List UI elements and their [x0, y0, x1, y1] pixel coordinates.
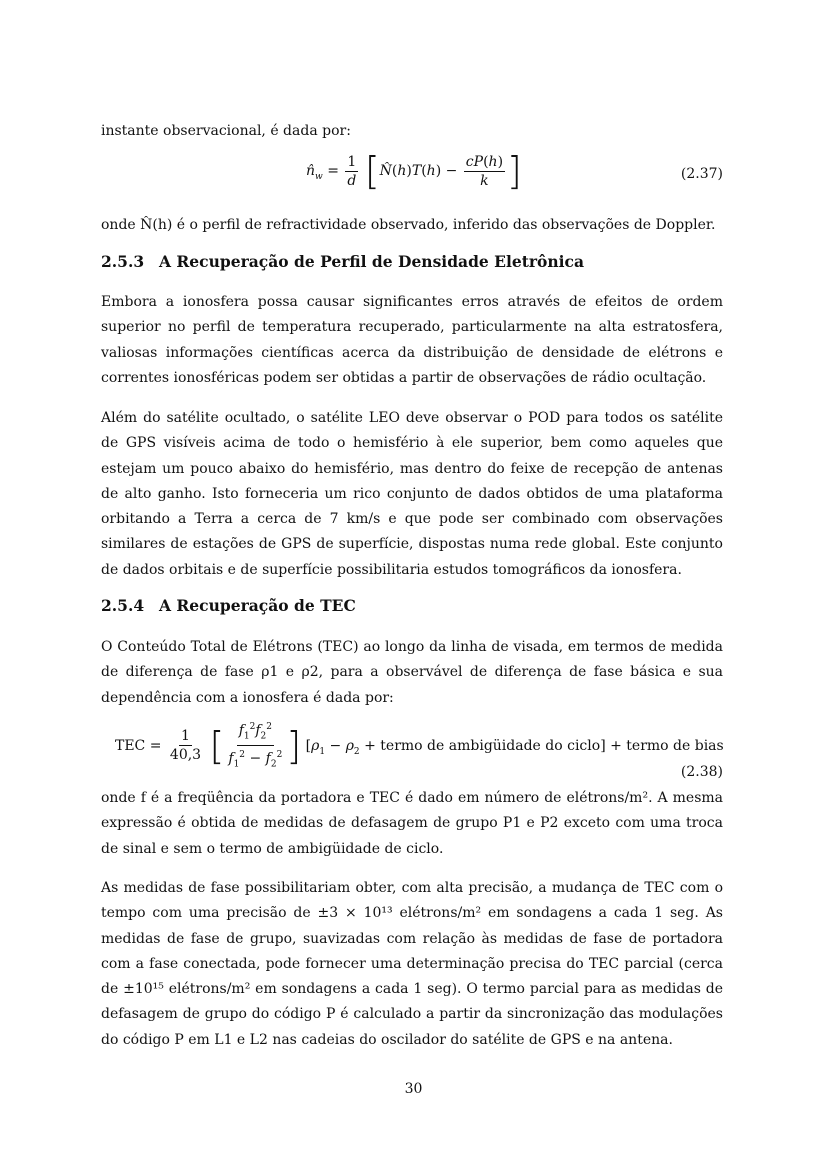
paragraph-ionosphere: Embora a ionosfera possa causar significantes erros através de efeitos de ordem superior no perfil de temperatura recuperado, particularmente na alta estratosfera, valiosas informações científicas acerca da distribuição de densidade de elétrons e correntes ionosféricas podem ser obtidas a partir de observações de rádio ocultação. — [101, 294, 723, 386]
section-title: A Recuperação de Perfil de Densidade Eletrônica — [159, 252, 585, 271]
ambiguity-term: termo de ambigüidade do ciclo — [380, 737, 601, 754]
section-number: 2.5.3 — [101, 252, 145, 271]
section-heading-2-5-4 — [101, 596, 356, 615]
equation-number: (2.38) — [680, 764, 723, 780]
paragraph-frequency: onde f é a freqüência da portadora e TEC é dado em número de elétrons/m². A mesma expressão é obtida de medidas de defasagem de grupo P1 e P2 exceto com uma troca de sinal e sem o termo de ambigüidade de ciclo. — [101, 790, 723, 857]
equation-2-38-body: TEC = $\frac{1}{40,3}$ [ $\frac{f_1^2f_2^2}{f_1^2 - f_2^2}$ ] [$\rho_1 - \rho_2$ + termo de ambigüidade do ciclo] + termo de bias — [115, 718, 724, 774]
equation-explanation: onde N̂(h) é o perfil de refractividade observado, inferido das observações de Doppler. — [101, 217, 716, 233]
paragraph-phase-measurements: As medidas de fase possibilitariam obter, com alta precisão, a mudança de TEC com o tempo com uma precisão de ±3 × 10¹³ elétrons/m² em sondagens a cada 1 seg. As medidas de fase de grupo, suavizadas com relação às medidas de fase de portadora com a fase conectada, pode fornecer uma determinação precisa do TEC parcial (cerca de ±10¹⁵ elétrons/m² em sondagens a cada 1 seg). O termo parcial para as medidas de defasagem de grupo do código P é calculado a partir da sincronização das modulações do código P em L1 e L2 nas cadeias do oscilador do satélite de GPS e na antena. — [101, 880, 723, 1048]
equation-2-37-body: $n̂_w$ = $\frac{1}{d}$ [N̂(h)T(h) − $\frac{cP(h)}{k}$ ] — [306, 149, 522, 193]
intro-text: instante observacional, é dada por: — [101, 123, 351, 139]
paragraph-leo-satellite: Além do satélite ocultado, o satélite LEO deve observar o POD para todos os satélite de GPS visíveis acima de todo o hemisfério à ele superior, bem como aqueles que estejam um pouco abaixo do hemisfério, mas dentro do feixe de recepção de antenas de alto ganho. Isto forneceria um rico conjunto de dados obtidos de uma plataforma orbitando a Terra a cerca de 7 km/s e que pode ser combinado com observações similares de estações de GPS de superfície, dispostas numa rede global. Este conjunto de dados orbitais e de superfície possibilitaria estudos tomográficos da ionosfera. — [101, 410, 723, 578]
equation-lhs: TEC — [115, 737, 146, 754]
page-number: 30 — [404, 1081, 423, 1097]
section-title: A Recuperação de TEC — [159, 596, 356, 615]
section-heading-2-5-3 — [101, 252, 584, 271]
equation-2-38 — [101, 718, 723, 782]
bias-term: termo de bias — [626, 737, 724, 754]
paragraph-tec: O Conteúdo Total de Elétrons (TEC) ao longo da linha de visada, em termos de medida de diferença de fase ρ1 e ρ2, para a observável de diferença de fase básica e sua dependência com a ionosfera é dada por: — [101, 639, 723, 706]
equation-number: (2.37) — [680, 166, 723, 182]
section-number: 2.5.4 — [101, 596, 145, 615]
equation-2-37 — [101, 149, 723, 202]
